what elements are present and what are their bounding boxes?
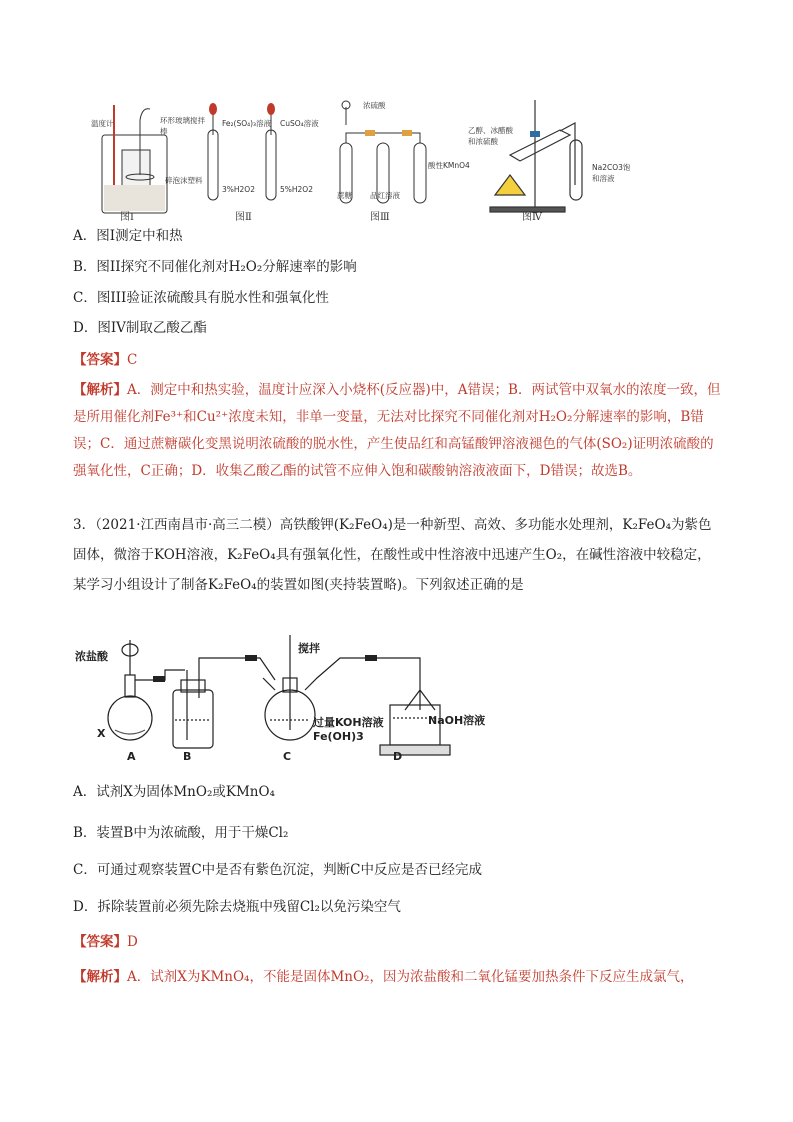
q3-stir-label: 搅拌 — [298, 642, 320, 655]
q3-answer-line — [73, 932, 138, 952]
q3-koh-label: 过量KOH溶液 — [313, 716, 384, 729]
fig2-h2o2-2: 5%H2O2 — [280, 185, 313, 194]
fig2-h2o2-1: 3%H2O2 — [222, 185, 255, 194]
q2-answer-tag: 【答案】 — [73, 352, 127, 368]
q3-analysis — [73, 967, 693, 987]
q3-x-label: X — [97, 727, 106, 740]
q3-label-b: B — [183, 750, 192, 763]
fig1-thermometer-label: 温度计 — [91, 119, 114, 128]
q2-option-b: B．图II探究不同催化剂对H₂O₂分解速率的影响 — [73, 259, 357, 275]
q3-label-d: D — [393, 750, 403, 763]
q3-naoh-label: NaOH溶液 — [428, 714, 486, 727]
fig4-reagents-label: 乙醇、冰醋酸和浓硫酸 — [468, 126, 513, 146]
q3-answer: D — [127, 934, 138, 950]
fig1-foam-label: 碎泡沫塑料 — [165, 176, 203, 185]
q3-analysis-tag: 【解析】 — [73, 969, 127, 985]
q2-option-c: C．图III验证浓硫酸具有脱水性和强氧化性 — [73, 290, 329, 306]
fig2-caption: 图Ⅱ — [235, 212, 252, 223]
fig1-stirrer-label: 环形玻璃搅拌棒 — [160, 116, 205, 136]
q3-option-b: B．装置B中为浓硫酸，用于干燥Cl₂ — [73, 825, 289, 841]
q2-option-d: D．图IV制取乙酸乙酯 — [73, 320, 207, 336]
q3-stem: 3．（2021·江西南昌市·高三二模）高铁酸钾(K₂FeO₄)是一种新型、高效、多功能水处理剂，K₂FeO₄为紫色固体，微溶于KOH溶液，K₂FeO₄具有强氧化性，在酸性或中性溶液中迅速产生O₂，在碱性溶液中较稳定，某学习小组设计了制备K₂FeO₄的装置如图(夹持装置略)。下列叙述正确的是 — [73, 517, 712, 593]
q3-feoh3-label: Fe(OH)3 — [313, 730, 364, 743]
fig3-kmno4-label: 酸性KMnO4 — [428, 161, 470, 170]
q3-option-d: D．拆除装置前必须先除去烧瓶中残留Cl₂以免污染空气 — [73, 899, 401, 915]
q2-option-a: A．图I测定中和热 — [73, 228, 183, 244]
fig3-caption: 图Ⅲ — [370, 212, 390, 223]
q3-conc-hcl-label: 浓盐酸 — [75, 650, 108, 663]
q3-option-c: C．可通过观察装置C中是否有紫色沉淀，判断C中反应是否已经完成 — [73, 862, 482, 878]
q3-option-a: A．试剂X为固体MnO₂或KMnO₄ — [73, 784, 275, 800]
fig3-sugar-label: 蔗糖 — [337, 191, 352, 200]
q3-analysis-text: A．试剂X为KMnO₄，不能是固体MnO₂，因为浓盐酸和二氧化锰要加热条件下反应生成氯气， — [127, 969, 694, 985]
fig4-caption: 图Ⅳ — [522, 212, 542, 223]
fig2-reagent1: Fe₂(SO₄)₃溶液 — [222, 119, 272, 128]
q2-analysis-tag: 【解析】 — [73, 382, 127, 398]
q3-answer-tag: 【答案】 — [73, 934, 127, 950]
fig3-pinkred-label: 品红溶液 — [370, 191, 400, 200]
fig1-caption: 图Ⅰ — [120, 212, 134, 223]
q3-apparatus-drawing — [75, 630, 515, 765]
q3-apparatus — [75, 630, 515, 765]
q2-answer-line — [73, 350, 137, 370]
fig3-acid-label: 浓硫酸 — [363, 101, 386, 110]
q3-label-c: C — [283, 750, 292, 763]
q3-label-a: A — [127, 750, 136, 763]
q2-analysis — [73, 377, 723, 485]
fig2-reagent2: CuSO₄溶液 — [280, 119, 319, 128]
q2-answer: C — [127, 352, 138, 368]
q2-analysis-text: A．测定中和热实验，温度计应深入小烧杯(反应器)中，A错误；B．两试管中双氧水的浓度一致，但是所用催化剂Fe³⁺和Cu²⁺浓度未知，非单一变量，无法对比探究不同催化剂对H₂O₂分解速率的影响，B错误；C．通过蔗糖碳化变黑说明浓硫酸的脱水性，产生使品红和高锰酸钾溶液褪色的气体(SO₂)证明浓硫酸的强氧化性，C正确；D．收集乙酸乙酯的试管不应伸入饱和碳酸钠溶液液面下，D错误；故选B。 — [73, 382, 721, 479]
fig4-na2co3-label: Na2CO3饱和溶液 — [592, 163, 631, 183]
